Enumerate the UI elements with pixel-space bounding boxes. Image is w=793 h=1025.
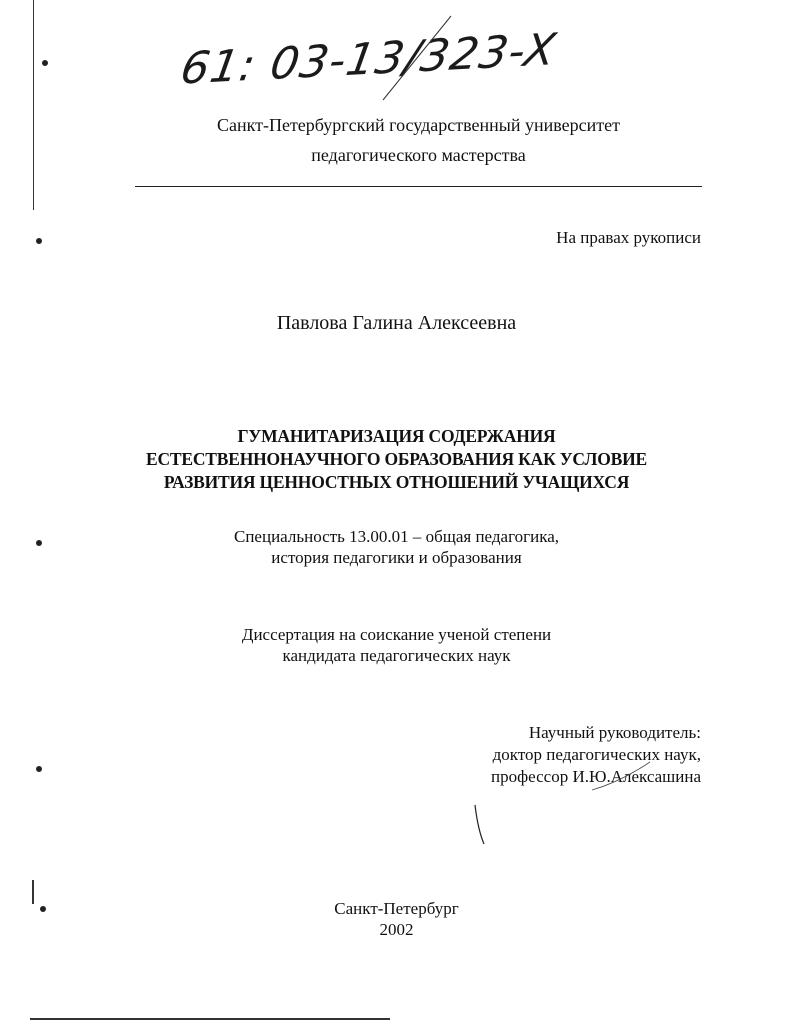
supervisor-name: профессор И.Ю.Алексашина [491,767,701,786]
handwritten-archive-code [177,24,563,98]
year: 2002 [379,920,414,939]
title-line-3: РАЗВИТИЯ ЦЕННОСТНЫХ ОТНОШЕНИЙ УЧАЩИХСЯ [163,472,630,492]
specialty-block [0,526,793,568]
supervisor-label: Научный руководитель: [528,723,701,742]
degree-line-1: Диссертация на соискание ученой степени [241,625,552,644]
scan-edge-line [33,0,34,210]
slash-stroke [383,16,451,100]
degree-line-2: кандидата педагогических наук [282,646,511,665]
university-header [22,110,793,170]
archive-code-text: 61: 03-13/323-X [177,24,560,95]
binder-hole-mark [40,906,46,912]
scan-edge-mark [32,880,34,904]
supervisor-degree: доктор педагогических наук, [492,745,701,764]
specialty-line-2: история педагогики и образования [271,548,522,567]
city: Санкт-Петербург [334,899,459,918]
university-name: Санкт-Петербургский государственный университет [216,115,621,135]
scan-bottom-edge [30,1018,390,1020]
header-divider [135,186,702,187]
handwritten-strokes [183,28,563,108]
title-line-2: ЕСТЕСТВЕННОНАУЧНОГО ОБРАЗОВАНИЯ КАК УСЛОВИЕ [145,449,648,469]
rights-note: На правах рукописи [556,228,701,247]
signature-stroke [590,760,670,800]
author-name: Павлова Галина Алексеевна [276,312,517,334]
signature-mark [470,800,510,850]
degree-block [0,624,793,666]
binder-hole-mark [36,238,42,244]
specialty-line-1: Специальность 13.00.01 – общая педагогика, [234,527,559,546]
title-line-1: ГУМАНИТАРИЗАЦИЯ СОДЕРЖАНИЯ [237,426,556,446]
binder-hole-mark [36,540,42,546]
university-name-cont: педагогического мастерства [311,145,526,165]
dissertation-title [0,425,793,494]
city-year-block [0,898,793,940]
binder-hole-mark [36,766,42,772]
binder-hole-mark [42,60,48,66]
